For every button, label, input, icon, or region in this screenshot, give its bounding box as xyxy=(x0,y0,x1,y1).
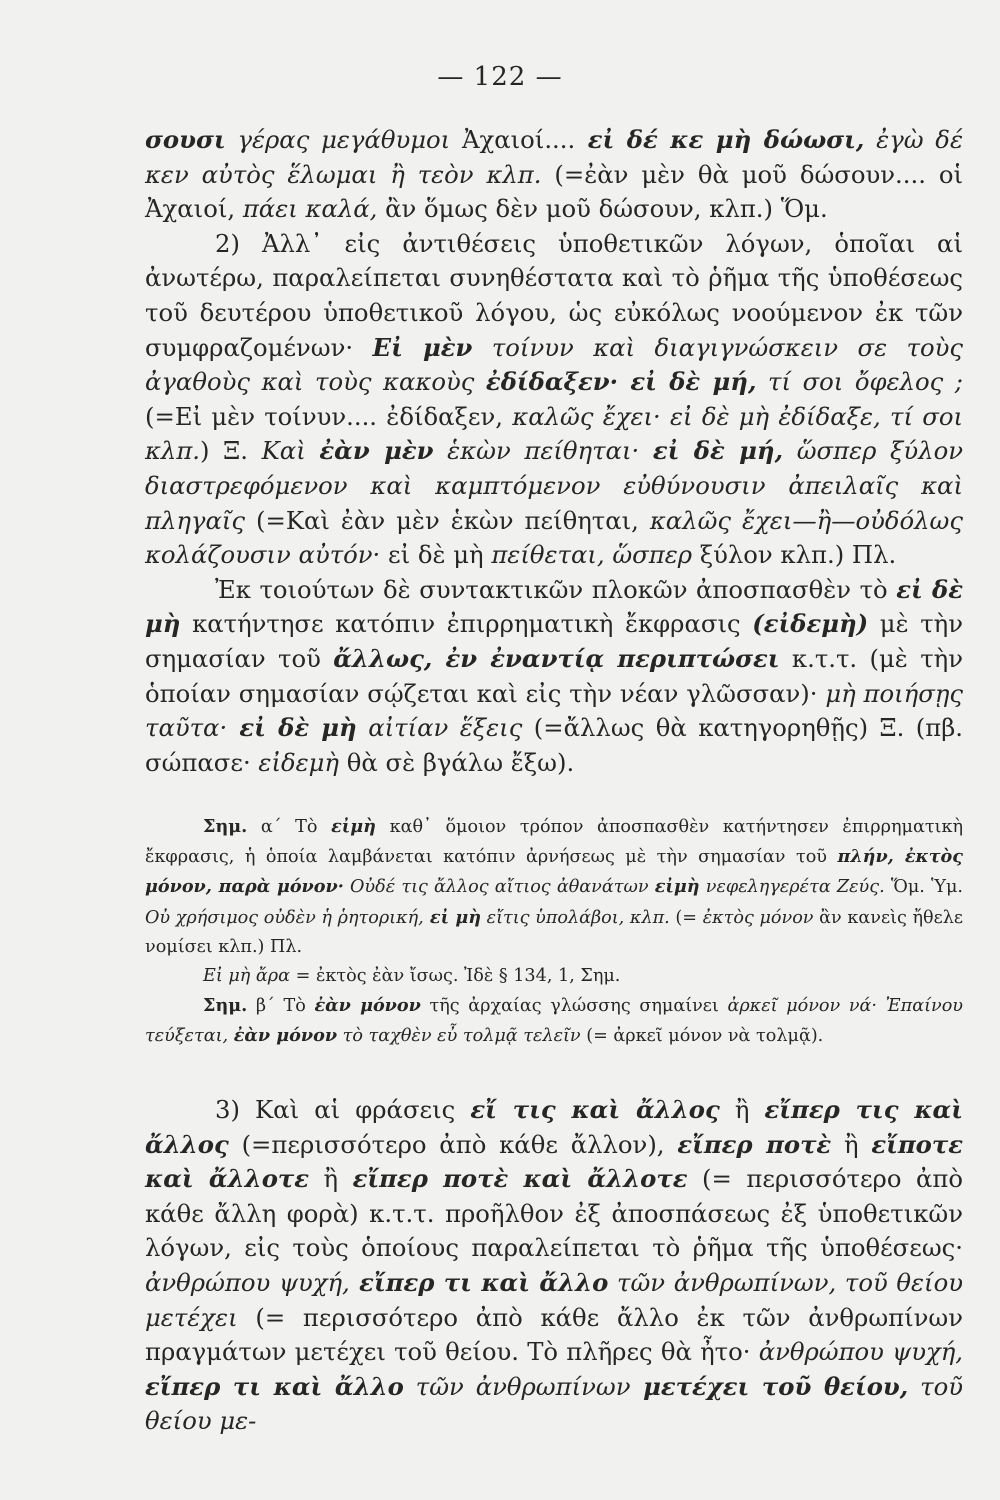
main-text-top xyxy=(145,123,963,780)
footnotes xyxy=(145,812,963,1052)
paragraph-2: 2) Ἀλλ᾽ εἰς ἀντιθέσεις ὑποθετικῶν λόγων, ὁποῖαι αἱ ἀνωτέρω, παραλείπεται συνηθέστατα καὶ τὸ ῥῆμα τῆς ὑποθέσεως τοῦ δευτέρου ὑποθετικοῦ λόγου, ὡς εὐκόλως νοούμενον ἐκ τῶν συμφραζομένων· Εἰ μὲν τοίνυν καὶ διαγιγνώσκειν σε τοὺς ἀγαθοὺς καὶ τοὺς κακοὺς ἐδίδαξεν· εἰ δὲ μή, τί σοι ὄφελος ; (=Εἰ μὲν τοίνυν.... ἐδίδαξεν, καλῶς ἔχει· εἰ δὲ μὴ ἐδίδαξε, τί σοι κλπ.) Ξ. Καὶ ἐὰν μὲν ἑκὼν πείθηται· εἰ δὲ μή, ὥσπερ ξύλον διαστρεφόμενον καὶ καμπτόμενον εὐθύνουσιν ἀπειλαῖς καὶ πληγαῖς (=Καὶ ἐὰν μὲν ἑκὼν πείθηται, καλῶς ἔχει—ἢ—οὐδόλως κολάζουσιν αὐτόν· εἰ δὲ μὴ πείθεται, ὥσπερ ξύλον κλπ.) Πλ. xyxy=(145,228,964,570)
main-text-bottom xyxy=(145,1093,963,1439)
note-alpha-continued: Εἰ μὴ ἄρα = ἐκτὸς ἐὰν ἴσως. Ἰδὲ § 134, 1, Σημ. xyxy=(203,966,621,987)
paragraph-4: 3) Καὶ αἱ φράσεις εἴ τις καὶ ἄλλος ἢ εἴπερ τις καὶ ἄλλος (=περισσότερο ἀπὸ κάθε ἄλλον), εἴπερ ποτὲ ἢ εἴποτε καὶ ἄλλοτε ἢ εἴπερ ποτὲ καὶ ἄλλοτε (= περισσότερο ἀπὸ κάθε ἄλλη φορὰ) κ.τ.τ. προῆλθον ἐξ ἀποσπάσεως ἐξ ὑποθετικῶν λόγων, εἰς τοὺς ὁποίους παραλείπεται τὸ ῥῆμα τῆς ὑποθέσεως· ἀνθρώπου ψυχή, εἴπερ τι καὶ ἄλλο τῶν ἀνθρωπίνων, τοῦ θείου μετέχει (= περισσότερο ἀπὸ κάθε ἄλλο ἐκ τῶν ἀνθρωπίνων πραγμάτων μετέχει τοῦ θείου. Τὸ πλῆρες θὰ ἦτο· ἀνθρώπου ψυχή, εἴπερ τι καὶ ἄλλο τῶν ἀνθρωπίνων μετέχει τοῦ θείου, τοῦ θείου με- xyxy=(145,1095,963,1436)
paragraph-1: σουσι γέρας μεγάθυμοι Ἀχαιοί.... εἰ δέ κε μὴ δώωσι, ἐγὼ δέ κεν αὐτὸς ἕλωμαι ἢ τεὸν κλπ. (=ἐὰν μὲν θὰ μοῦ δώσουν.... οἱ Ἀχαιοί, πάει καλά, ἂν ὅμως δὲν μοῦ δώσουν, κλπ.) Ὅμ. xyxy=(145,125,963,224)
paragraph-3: Ἐκ τοιούτων δὲ συντακτικῶν πλοκῶν ἀποσπασθὲν τὸ εἰ δὲ μὴ κατήντησε κατόπιν ἐπιρρηματικὴ ἔκφρασις (εἰδεμὴ) μὲ τὴν σημασίαν τοῦ ἄλλως, ἐν ἐναντίᾳ περιπτώσει κ.τ.τ. (μὲ τὴν ὁποίαν σημασίαν σῴζεται καὶ εἰς τὴν νέαν γλῶσσαν)· μὴ ποιήσῃς ταῦτα· εἰ δὲ μὴ αἰτίαν ἕξεις (=ἄλλως θὰ κατηγορηθῇς) Ξ. (πβ. σώπασε· εἰδεμὴ θὰ σὲ βγάλω ἔξω). xyxy=(145,574,964,777)
note-beta: Σημ. β´ Τὸ ἐὰν μόνον τῆς ἀρχαίας γλώσσης σημαίνει ἀρκεῖ μόνον νά· Ἐπαίνου τεύξεται, ἐὰν μόνον τὸ ταχθὲν εὖ τολμᾷ τελεῖν (= ἀρκεῖ μόνον νὰ τολμᾷ). xyxy=(145,995,963,1047)
page-number: — 122 — xyxy=(437,62,563,92)
note-alpha: Σημ. α´ Τὸ εἰμὴ καθ᾽ ὅμοιον τρόπον ἀποσπασθὲν κατήντησεν ἐπιρρηματικὴ ἔκφρασις, ἡ ὁποία λαμβάνεται κατόπιν ἀρνήσεως μὲ τὴν σημασίαν τοῦ πλήν, ἐκτὸς μόνον, παρὰ μόνον· Οὐδέ τις ἄλλος αἴτιος ἀθανάτων εἰμὴ νεφεληγερέτα Ζεύς. Ὅμ. Ὑμ. Οὐ χρήσιμος οὐδὲν ἡ ῥητορική, εἰ μὴ εἴτις ὑπολάβοι, κλπ. (= ἐκτὸς μόνον ἂν κανεὶς ἤθελε νομίσει κλπ.) Πλ. xyxy=(145,816,964,957)
